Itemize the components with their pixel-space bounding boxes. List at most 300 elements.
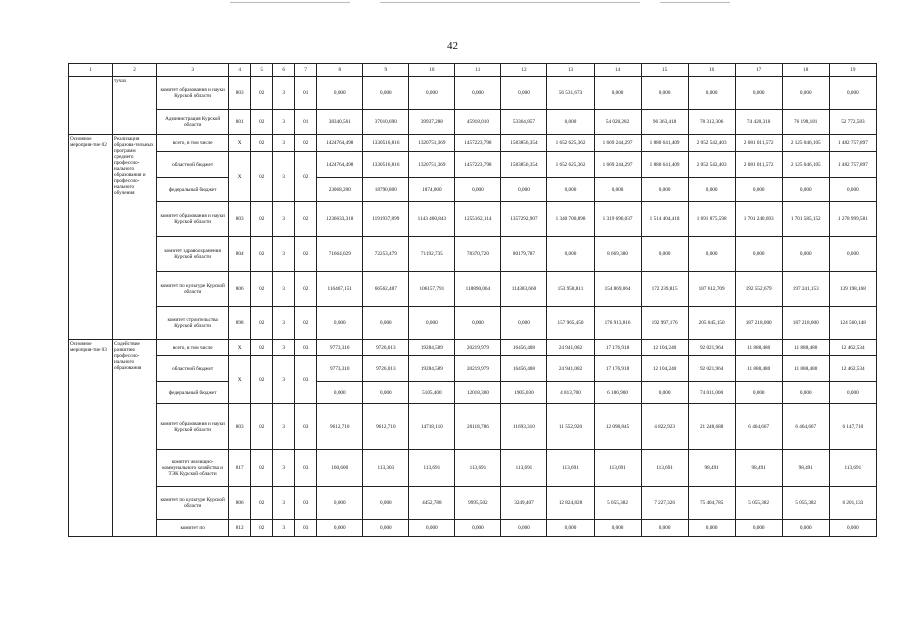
executor-cell: комитет жилищно-коммунального хозяйства и ТЭК Курской области	[157, 450, 229, 487]
value-cell: 9995,502	[455, 487, 501, 520]
value-cell: 187 218,000	[735, 307, 782, 340]
page-number: 42	[447, 40, 458, 52]
value-cell: 16456,408	[501, 340, 547, 356]
code-cell: 02	[251, 237, 273, 272]
value-cell: 205 045,150	[688, 307, 735, 340]
value-cell: 17 176,918	[594, 356, 641, 382]
value-cell: 96 363,418	[641, 110, 688, 135]
value-cell: 0,000	[782, 237, 829, 272]
executor-cell: комитет здравоохранения Курской области	[157, 237, 229, 272]
table-row	[69, 178, 877, 202]
column-number: 10	[409, 64, 455, 77]
value-cell: 0,000	[501, 520, 547, 537]
value-cell: 5 055,382	[782, 487, 829, 520]
value-cell: 0,000	[363, 487, 409, 520]
column-number: 8	[317, 64, 363, 77]
code-cell: X	[229, 340, 251, 356]
value-cell: 9726,013	[363, 356, 409, 382]
code-cell: 02	[251, 520, 273, 537]
value-cell: 16456,408	[501, 356, 547, 382]
executor-cell: Администрация Курской области	[157, 110, 229, 135]
executor-cell: комитет образования и науки Курской области	[157, 77, 229, 110]
value-cell: 52 772,583	[829, 110, 876, 135]
value-cell: 176 913,816	[594, 307, 641, 340]
value-cell: 0,000	[641, 382, 688, 404]
value-cell: 74 420,310	[735, 110, 782, 135]
value-cell: 76 198,181	[782, 110, 829, 135]
value-cell: 12 104,240	[641, 356, 688, 382]
value-cell: 106157,791	[409, 272, 455, 307]
value-cell: 1330516,816	[363, 135, 409, 152]
column-number: 3	[157, 64, 229, 77]
value-cell: 20219,979	[455, 340, 501, 356]
value-cell: 38340,561	[317, 110, 363, 135]
value-cell: 0,000	[735, 178, 782, 202]
value-cell: 113,691	[455, 450, 501, 487]
value-cell: 98,491	[782, 450, 829, 487]
value-cell: 1583856,354	[501, 135, 547, 152]
value-cell: 118890,064	[455, 272, 501, 307]
value-cell: 113,691	[409, 450, 455, 487]
value-cell: 0,000	[317, 77, 363, 110]
column-number: 16	[688, 64, 735, 77]
value-cell: 1457223,798	[455, 135, 501, 152]
value-cell: 2 052 542,403	[688, 135, 735, 152]
value-cell: 0,000	[317, 520, 363, 537]
code-cell: 02	[295, 237, 317, 272]
value-cell: 1255162,114	[455, 202, 501, 237]
value-cell: 11 888,480	[782, 340, 829, 356]
value-cell: 98,491	[735, 450, 782, 487]
value-cell: 11693,310	[501, 404, 547, 450]
value-cell: 124 560,148	[829, 307, 876, 340]
measure-name: тучах	[113, 77, 157, 135]
value-cell: 1 319 696,037	[594, 202, 641, 237]
value-cell: 1 701 585,152	[782, 202, 829, 237]
value-cell: 39937,288	[409, 110, 455, 135]
table-row	[69, 450, 877, 487]
value-cell: 0,000	[829, 77, 876, 110]
table-row	[69, 152, 877, 178]
value-cell: 172 239,815	[641, 272, 688, 307]
value-cell: 0,000	[782, 77, 829, 110]
value-cell: 1 880 641,409	[641, 135, 688, 152]
value-cell: 0,000	[641, 237, 688, 272]
value-cell: 0,000	[363, 307, 409, 340]
column-number: 12	[501, 64, 547, 77]
code-cell: 806	[229, 487, 251, 520]
code-cell: 02	[251, 152, 273, 202]
value-cell: 9726,013	[363, 340, 409, 356]
value-cell: 1457223,798	[455, 152, 501, 178]
value-cell: 92 021,964	[688, 340, 735, 356]
table-row	[69, 237, 877, 272]
value-cell: 45918,010	[455, 110, 501, 135]
column-number: 6	[273, 64, 295, 77]
code-cell: 817	[229, 450, 251, 487]
code-cell: 898	[229, 307, 251, 340]
value-cell: 12018,300	[455, 382, 501, 404]
executor-cell: федеральный бюджет	[157, 178, 229, 202]
value-cell: 1 278 999,581	[829, 202, 876, 237]
code-cell: 803	[229, 202, 251, 237]
column-number: 5	[251, 64, 273, 77]
value-cell: 0,000	[547, 237, 594, 272]
value-cell: 11 888,480	[782, 356, 829, 382]
code-cell: 812	[229, 520, 251, 537]
code-cell: 803	[229, 77, 251, 110]
code-cell: 3	[273, 135, 295, 152]
column-number: 15	[641, 64, 688, 77]
value-cell: 9773,310	[317, 356, 363, 382]
executor-cell: всего, в том числе	[157, 135, 229, 152]
budget-table	[68, 63, 877, 537]
value-cell: 6 186,900	[594, 382, 641, 404]
code-cell: 3	[273, 307, 295, 340]
value-cell: 157 965,450	[547, 307, 594, 340]
value-cell: 4 813,700	[547, 382, 594, 404]
value-cell: 1191937,899	[363, 202, 409, 237]
value-cell: 54 028,282	[594, 110, 641, 135]
executor-cell: всего, в том числе	[157, 340, 229, 356]
value-cell: 0,000	[501, 307, 547, 340]
value-cell: 0,000	[829, 520, 876, 537]
code-cell: 02	[251, 77, 273, 110]
value-cell: 0,000	[735, 237, 782, 272]
value-cell: 192 997,176	[641, 307, 688, 340]
column-number: 2	[113, 64, 157, 77]
value-cell: 113,303	[363, 450, 409, 487]
code-cell: 3	[273, 202, 295, 237]
value-cell: 9612,710	[363, 404, 409, 450]
value-cell: 187 612,709	[688, 272, 735, 307]
code-cell: 02	[251, 404, 273, 450]
value-cell: 1 652 625,362	[547, 152, 594, 178]
value-cell: 8 669,380	[594, 237, 641, 272]
value-cell: 75 404,785	[688, 487, 735, 520]
value-cell: 197 241,153	[782, 272, 829, 307]
value-cell: 12 098,845	[594, 404, 641, 450]
executor-cell: комитет образования и науки Курской области	[157, 404, 229, 450]
value-cell: 1583856,354	[501, 152, 547, 178]
value-cell: 0,000	[594, 520, 641, 537]
value-cell: 72253,479	[363, 237, 409, 272]
value-cell: 20219,979	[455, 356, 501, 382]
value-cell: 66562,487	[363, 272, 409, 307]
code-cell: 02	[295, 202, 317, 237]
value-cell: 0,000	[829, 237, 876, 272]
value-cell: 0,000	[501, 178, 547, 202]
value-cell: 1905,030	[501, 382, 547, 404]
value-cell: 0,000	[363, 77, 409, 110]
code-cell: 02	[251, 450, 273, 487]
value-cell: 0,000	[317, 487, 363, 520]
value-cell: 0,000	[455, 178, 501, 202]
code-cell: 804	[229, 237, 251, 272]
value-cell: 2 052 542,403	[688, 152, 735, 178]
value-cell: 4452,788	[409, 487, 455, 520]
value-cell: 114383,660	[501, 272, 547, 307]
value-cell: 0,000	[688, 237, 735, 272]
value-cell: 0,000	[688, 178, 735, 202]
code-cell: 03	[295, 520, 317, 537]
value-cell: 160,600	[317, 450, 363, 487]
value-cell: 9612,710	[317, 404, 363, 450]
value-cell: 78370,720	[455, 237, 501, 272]
value-cell: 1357292,907	[501, 202, 547, 237]
value-cell: 0,000	[688, 520, 735, 537]
value-cell: 0,000	[641, 520, 688, 537]
value-cell: 5 055,382	[735, 487, 782, 520]
measure-number: Основное мероприя-тие 03	[69, 340, 113, 537]
value-cell: 11 888,480	[735, 356, 782, 382]
value-cell: 1320751,369	[409, 152, 455, 178]
value-cell: 24 941,082	[547, 340, 594, 356]
executor-cell: областной бюджет	[157, 356, 229, 382]
column-number: 7	[295, 64, 317, 77]
value-cell: 0,000	[594, 178, 641, 202]
table-row	[69, 340, 877, 356]
value-cell: 2 081 011,572	[735, 135, 782, 152]
value-cell: 24 941,082	[547, 356, 594, 382]
value-cell: 0,000	[363, 382, 409, 404]
code-cell: 3	[273, 152, 295, 202]
value-cell: 6 464,667	[735, 404, 782, 450]
table-row	[69, 356, 877, 382]
value-cell: 0,000	[688, 77, 735, 110]
value-cell: 21 248,688	[688, 404, 735, 450]
code-cell: 03	[295, 356, 317, 404]
value-cell: 18790,800	[363, 178, 409, 202]
value-cell: 0,000	[455, 520, 501, 537]
value-cell: 1330516,816	[363, 152, 409, 178]
value-cell: 14718,110	[409, 404, 455, 450]
code-cell: 02	[295, 135, 317, 152]
value-cell: 0,000	[641, 77, 688, 110]
code-cell: 02	[251, 135, 273, 152]
code-cell: 3	[273, 520, 295, 537]
value-cell: 20118,786	[455, 404, 501, 450]
value-cell: 0,000	[735, 382, 782, 404]
value-cell: 12 104,240	[641, 340, 688, 356]
executor-cell: федеральный бюджет	[157, 382, 229, 404]
code-cell: 3	[273, 356, 295, 404]
code-cell: 03	[295, 487, 317, 520]
value-cell: 2 125 046,105	[782, 135, 829, 152]
value-cell: 5105,400	[409, 382, 455, 404]
executor-cell: комитет строительства Курской области	[157, 307, 229, 340]
code-cell: 02	[251, 202, 273, 237]
table-row	[69, 135, 877, 152]
code-cell: X	[229, 152, 251, 202]
value-cell: 0,000	[829, 178, 876, 202]
column-number: 17	[735, 64, 782, 77]
value-cell: 0,000	[547, 178, 594, 202]
value-cell: 1 669 244,297	[594, 135, 641, 152]
table-row	[69, 520, 877, 537]
value-cell: 1 482 757,897	[829, 152, 876, 178]
value-cell: 0,000	[735, 520, 782, 537]
value-cell: 7 227,326	[641, 487, 688, 520]
executor-cell: комитет образования и науки Курской области	[157, 202, 229, 237]
code-cell: 02	[295, 152, 317, 202]
table-row	[69, 272, 877, 307]
code-cell: 03	[295, 450, 317, 487]
value-cell: 12 462,534	[829, 356, 876, 382]
value-cell: 0,000	[317, 382, 363, 404]
value-cell: 2 081 011,572	[735, 152, 782, 178]
value-cell: 1 514 404,418	[641, 202, 688, 237]
code-cell: X	[229, 135, 251, 152]
value-cell: 0,000	[455, 307, 501, 340]
value-cell: 11 552,920	[547, 404, 594, 450]
value-cell: 113,691	[829, 450, 876, 487]
value-cell: 1 691 875,598	[688, 202, 735, 237]
column-number: 13	[547, 64, 594, 77]
table-row	[69, 77, 877, 110]
value-cell: 0,000	[782, 178, 829, 202]
value-cell: 113,691	[547, 450, 594, 487]
value-cell: 116467,151	[317, 272, 363, 307]
value-cell: 53364,857	[501, 110, 547, 135]
value-cell: 71192,735	[409, 237, 455, 272]
scan-artifact	[0, 0, 905, 6]
code-cell: 02	[251, 110, 273, 135]
code-cell: 803	[229, 404, 251, 450]
code-cell: 3	[273, 237, 295, 272]
column-number: 4	[229, 64, 251, 77]
value-cell: 1 340 700,898	[547, 202, 594, 237]
value-cell: 92 021,964	[688, 356, 735, 382]
value-cell: 56 531,673	[547, 77, 594, 110]
value-cell: 0,000	[547, 520, 594, 537]
column-number: 18	[782, 64, 829, 77]
value-cell: 139 198,168	[829, 272, 876, 307]
value-cell: 0,000	[641, 178, 688, 202]
column-number: 19	[829, 64, 876, 77]
value-cell: 1 482 757,897	[829, 135, 876, 152]
value-cell: 4 822,923	[641, 404, 688, 450]
value-cell: 1874,000	[409, 178, 455, 202]
code-cell: 801	[229, 110, 251, 135]
column-number: 14	[594, 64, 641, 77]
value-cell: 1320751,369	[409, 135, 455, 152]
value-cell: 2 125 046,105	[782, 152, 829, 178]
measure-name: Содействие развитию профессио-нального образования	[113, 340, 157, 537]
value-cell: 78 312,306	[688, 110, 735, 135]
value-cell: 6 201,133	[829, 487, 876, 520]
table-row	[69, 307, 877, 340]
code-cell: 03	[295, 404, 317, 450]
value-cell: 113,691	[501, 450, 547, 487]
column-number: 1	[69, 64, 113, 77]
value-cell: 192 552,679	[735, 272, 782, 307]
code-cell: X	[229, 356, 251, 404]
value-cell: 0,000	[829, 382, 876, 404]
executor-cell: областной бюджет	[157, 152, 229, 178]
value-cell: 23068,200	[317, 178, 363, 202]
value-cell: 0,000	[735, 77, 782, 110]
code-cell: 01	[295, 77, 317, 110]
value-cell: 6 147,710	[829, 404, 876, 450]
value-cell: 17 176,918	[594, 340, 641, 356]
code-cell: 3	[273, 404, 295, 450]
code-cell: 02	[251, 356, 273, 404]
code-cell: 01	[295, 110, 317, 135]
column-number: 9	[363, 64, 409, 77]
executor-cell: комитет по культуре Курской области	[157, 272, 229, 307]
header-row	[69, 64, 877, 77]
table-row	[69, 404, 877, 450]
value-cell: 0,000	[409, 77, 455, 110]
code-cell: 02	[251, 307, 273, 340]
value-cell: 187 218,000	[782, 307, 829, 340]
value-cell: 0,000	[782, 382, 829, 404]
value-cell: 0,000	[501, 77, 547, 110]
table-row	[69, 202, 877, 237]
value-cell: 1424764,498	[317, 152, 363, 178]
value-cell: 1 669 244,297	[594, 152, 641, 178]
value-cell: 71664,029	[317, 237, 363, 272]
value-cell: 0,000	[363, 520, 409, 537]
value-cell: 12 462,534	[829, 340, 876, 356]
value-cell: 80179,787	[501, 237, 547, 272]
value-cell: 0,000	[409, 307, 455, 340]
code-cell: 02	[251, 340, 273, 356]
code-cell: 02	[295, 272, 317, 307]
value-cell: 1 701 240,693	[735, 202, 782, 237]
value-cell: 154 869,064	[594, 272, 641, 307]
value-cell: 11 888,480	[735, 340, 782, 356]
value-cell: 113,691	[594, 450, 641, 487]
measure-number: Основное мероприя-тие 02	[69, 135, 113, 340]
value-cell: 113,691	[641, 450, 688, 487]
code-cell: 3	[273, 450, 295, 487]
value-cell: 37010,690	[363, 110, 409, 135]
code-cell: 02	[295, 307, 317, 340]
value-cell: 1143 400,843	[409, 202, 455, 237]
value-cell: 9773,310	[317, 340, 363, 356]
code-cell: 02	[251, 487, 273, 520]
column-number: 11	[455, 64, 501, 77]
code-cell: 3	[273, 340, 295, 356]
value-cell: 0,000	[782, 520, 829, 537]
executor-cell: комитет по культуре Курской области	[157, 487, 229, 520]
value-cell: 1 880 641,409	[641, 152, 688, 178]
code-cell: 806	[229, 272, 251, 307]
value-cell: 12 824,828	[547, 487, 594, 520]
value-cell: 3249,407	[501, 487, 547, 520]
value-cell: 1236633,318	[317, 202, 363, 237]
value-cell: 98,491	[688, 450, 735, 487]
table-row	[69, 487, 877, 520]
value-cell: 0,000	[547, 110, 594, 135]
value-cell: 74 011,000	[688, 382, 735, 404]
code-cell: 3	[273, 77, 295, 110]
measure-name: Реализация образова-тельных программ среднего профессио-нального образования и профессио-нального обучения	[113, 135, 157, 340]
code-cell: 02	[251, 272, 273, 307]
table-row	[69, 382, 877, 404]
executor-cell: комитет по	[157, 520, 229, 537]
code-cell: 3	[273, 110, 295, 135]
value-cell: 153 958,811	[547, 272, 594, 307]
code-cell: 3	[273, 272, 295, 307]
value-cell: 19284,589	[409, 356, 455, 382]
value-cell: 5 055,382	[594, 487, 641, 520]
value-cell: 0,000	[455, 77, 501, 110]
code-cell: 03	[295, 340, 317, 356]
table-row	[69, 110, 877, 135]
